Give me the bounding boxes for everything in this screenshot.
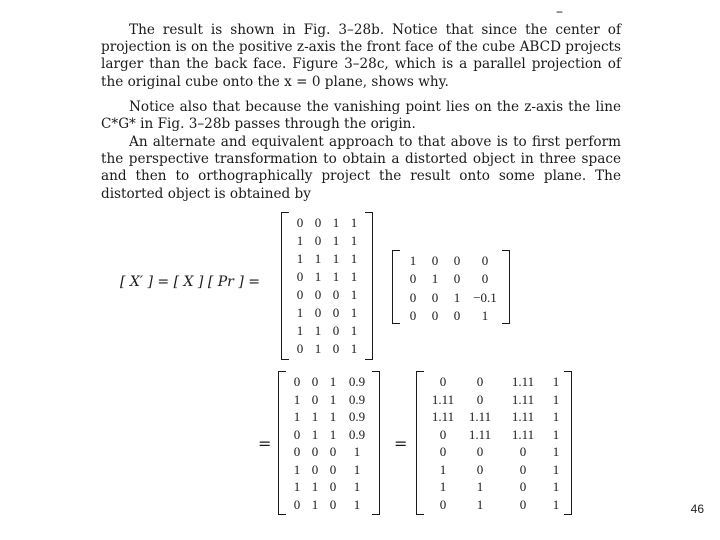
matrix-cell: 1 [552,479,560,494]
matrix-cell: 1 [552,391,560,407]
matrix-cell: 1 [476,496,484,512]
matrix-cell: 0 [453,308,461,324]
matrix-cell: 1 [350,215,358,230]
matrix-cell: 0 [311,461,319,477]
matrix-cell: 0 [481,253,489,268]
matrix-cell: 1 [329,391,337,407]
matrix-cell: 0 [293,496,301,512]
matrix-result [416,371,572,515]
matrix-cell: 0 [476,461,484,477]
matrix-cell: 1 [453,289,461,305]
matrix-cell: 0 [476,444,484,459]
matrix-cell: 1 [353,496,361,512]
matrix-cell: 0 [314,215,322,230]
matrix-points [281,212,373,360]
matrix-cell: 0 [439,444,447,459]
matrix-cell: 1 [476,479,484,494]
paragraph-alternate-approach: An alternate and equivalent approach to that above is to first perform the perspective transformation to obtain a distorted object in three space and then to orthographically project the result onto some plane. The distorted object is obtained by [101,134,621,202]
matrix-cell: 0 [293,426,301,442]
matrix-cell: 1 [296,233,304,248]
matrix-cell: 0 [519,496,527,512]
matrix-cell: 0 [329,496,337,512]
matrix-cell: 1 [353,479,361,494]
matrix-cell: 0 [476,374,484,389]
matrix-cell: 1 [332,215,340,230]
matrix-cell: 0 [311,391,319,407]
matrix-cell: 0 [519,461,527,477]
matrix-cell: 1 [431,271,439,287]
matrix-cell: 0 [332,341,340,356]
matrix-cell: 0.9 [348,409,366,424]
matrix-cell: 0 [439,496,447,512]
bracket-right [365,212,373,360]
matrix-cell: 0 [453,253,461,268]
equals-sign-2: = [394,434,408,453]
matrix-cell: 0 [439,374,447,389]
matrix-cell: 0 [314,287,322,302]
matrix-cell: 1 [293,479,301,494]
matrix-cell: 0.9 [348,426,366,442]
matrix-cell: 0 [311,444,319,459]
matrix-cell: 1 [329,409,337,424]
bracket-right [564,371,572,515]
matrix-cell: 0 [329,479,337,494]
matrix-perspective-transform [392,250,510,324]
matrix-cell: 1 [293,461,301,477]
matrix-cell: 0 [431,253,439,268]
matrix-cell: 1.11 [468,409,492,424]
matrix-cell: 1 [296,305,304,320]
matrix-cell: 1 [311,479,319,494]
matrix-cell: 0 [409,289,417,305]
matrix-cell: 1 [314,341,322,356]
matrix-cell: 1 [332,251,340,266]
matrix-cell: 1 [350,251,358,266]
matrix-cell: 1 [552,461,560,477]
matrix-cell: 1.11 [511,374,535,389]
matrix-cell: 1 [409,253,417,268]
matrix-cell: 1 [332,269,340,284]
matrix-cell: 1.11 [431,409,455,424]
paragraph-vanishing-point: Notice also that because the vanishing point lies on the z-axis the line C*G* in Fig. 3–28b passes through the origin. [101,99,621,133]
bracket-right [502,250,510,324]
matrix-cell: 0 [332,323,340,338]
matrix-cell: 0 [296,215,304,230]
matrix-cell: 0 [519,479,527,494]
matrix-cell: 1.11 [468,426,492,442]
matrix-cell: 0 [329,461,337,477]
matrix-cell: 1 [311,496,319,512]
matrix-cell: 1 [552,496,560,512]
matrix-cell: 1 [311,409,319,424]
matrix-cell: 1.11 [511,391,535,407]
matrix-cell: 1 [350,323,358,338]
matrix-cell: 0 [296,287,304,302]
bracket-left [278,371,286,515]
matrix-cell: 0 [332,287,340,302]
matrix-cell: −0.1 [473,289,497,305]
matrix-cell: 0 [431,289,439,305]
matrix-cell: 1 [350,341,358,356]
matrix-cell: 1 [329,426,337,442]
matrix-cell: 1 [350,233,358,248]
matrix-cell: 1 [314,269,322,284]
matrix-cell: 1 [439,461,447,477]
matrix-cell: 1 [296,323,304,338]
matrix-cell: 0 [332,305,340,320]
matrix-cell: 1 [314,323,322,338]
matrix-cell: 0 [519,444,527,459]
matrix-cell: 1.11 [431,391,455,407]
matrix-cell: 1 [350,269,358,284]
matrix-cell: 1 [314,251,322,266]
matrix-cell: 0.9 [348,374,366,389]
bracket-left [416,371,424,515]
matrix-cell: 0 [476,391,484,407]
matrix-cell: 0 [431,308,439,324]
paragraph-result: The result is shown in Fig. 3–28b. Notice that since the center of projection is on the positive z-axis the front face of the cube ABCD projects larger than the back face. Figure 3–28c, which is a parallel projection of the original cube onto the x = 0 plane, shows why. [101,22,621,90]
matrix-cell: 1 [552,426,560,442]
matrix-cell: 1 [329,374,337,389]
bracket-right [372,371,380,515]
matrix-cell: 0 [293,374,301,389]
matrix-cell: 1 [350,305,358,320]
matrix-cell: 1 [353,444,361,459]
matrix-cell: 0 [409,308,417,324]
matrix-cell: 1 [353,461,361,477]
matrix-cell: 0 [296,341,304,356]
matrix-cell: 0 [409,271,417,287]
matrix-cell: 0 [293,444,301,459]
matrix-cell: 1 [350,287,358,302]
matrix-cell: 1 [293,391,301,407]
matrix-cell: 1 [552,444,560,459]
matrix-cell: 1 [481,308,489,324]
matrix-cell: 1 [311,426,319,442]
matrix-cell: 1 [439,479,447,494]
matrix-cell: 1 [552,409,560,424]
matrix-cell: 0 [453,271,461,287]
matrix-cell: 0 [314,305,322,320]
matrix-cell: 1 [332,233,340,248]
matrix-product [278,371,380,515]
matrix-cell: 0 [296,269,304,284]
page-number: 46 [690,502,704,516]
bracket-left [392,250,400,324]
matrix-cell: 1.11 [511,409,535,424]
equals-sign-1: = [258,434,272,453]
matrix-cell: 1 [293,409,301,424]
equation-lhs: [ X′ ] = [ X ] [ Pr ] = [120,274,260,290]
matrix-cell: 0 [481,271,489,287]
matrix-cell: 0 [439,426,447,442]
matrix-cell: 1 [296,251,304,266]
matrix-cell: 0.9 [348,391,366,407]
matrix-cell: 0 [329,444,337,459]
matrix-cell: 0 [311,374,319,389]
matrix-cell: 0 [314,233,322,248]
matrix-cell: 1.11 [511,426,535,442]
matrix-cell: 1 [552,374,560,389]
corner-mark: – [556,4,563,20]
bracket-left [281,212,289,360]
